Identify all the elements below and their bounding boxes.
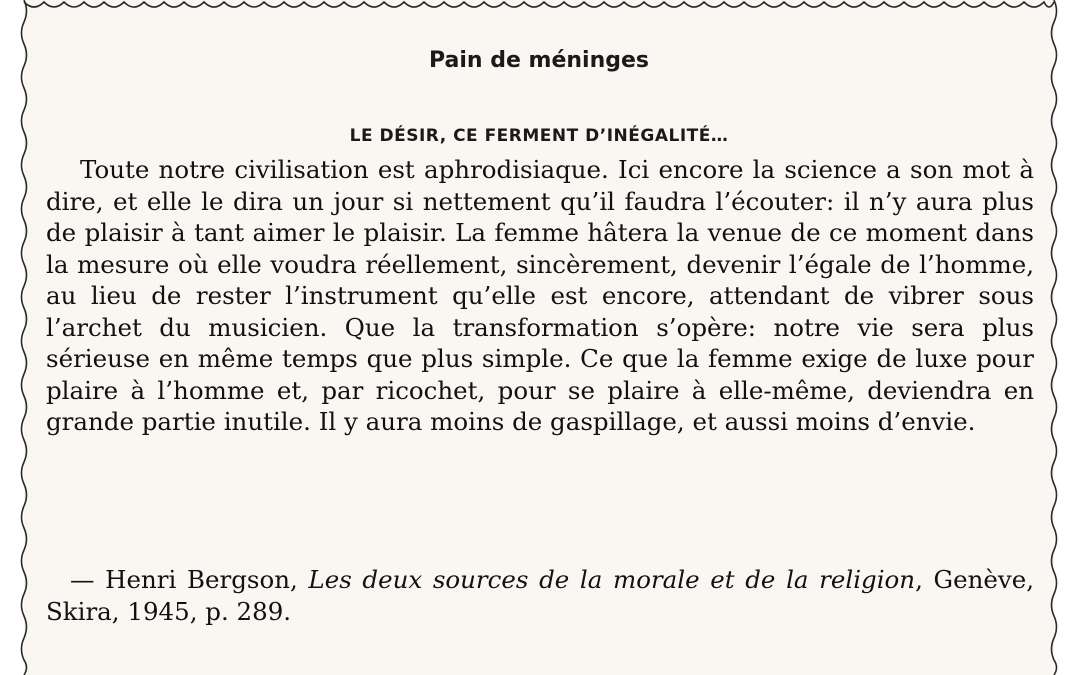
citation-suffix: , Genève, Skira, 1945, p. 289.	[46, 565, 1035, 626]
page-title: Pain de méninges	[428, 48, 650, 73]
citation	[46, 564, 1034, 627]
main-paragraph: Toute notre civilisation est aphrodisiaque. Ici encore la science a son mot à dire, et elle le dira un jour si nettement qu’il faudra l’écouter: il n’y aura plus de plaisir à tant aimer le plaisir. La femme hâtera la venue de ce moment dans la mesure où elle voudra réellement, sincèrement, devenir l’égale de l’homme, au lieu de rester l’instrument qu’elle est encore, attendant de vibrer sous l’archet du musicien. Que la transformation s’opère: notre vie sera plus sérieuse en même temps que plus simple. Ce que la femme exige de luxe pour plaire à l’homme et, par ricochet, pour se plaire à elle-même, deviendra en grande partie inutile. Il y aura moins de gaspillage, et aussi moins d’envie.	[46, 155, 1034, 436]
body-text	[46, 154, 1034, 438]
section-heading: LE DÉSIR, CE FERMENT D’INÉGALITÉ…	[349, 126, 729, 146]
citation-prefix: — Henri Bergson,	[70, 565, 309, 594]
citation-work-title: Les deux sources de la morale et de la religion	[308, 565, 916, 594]
